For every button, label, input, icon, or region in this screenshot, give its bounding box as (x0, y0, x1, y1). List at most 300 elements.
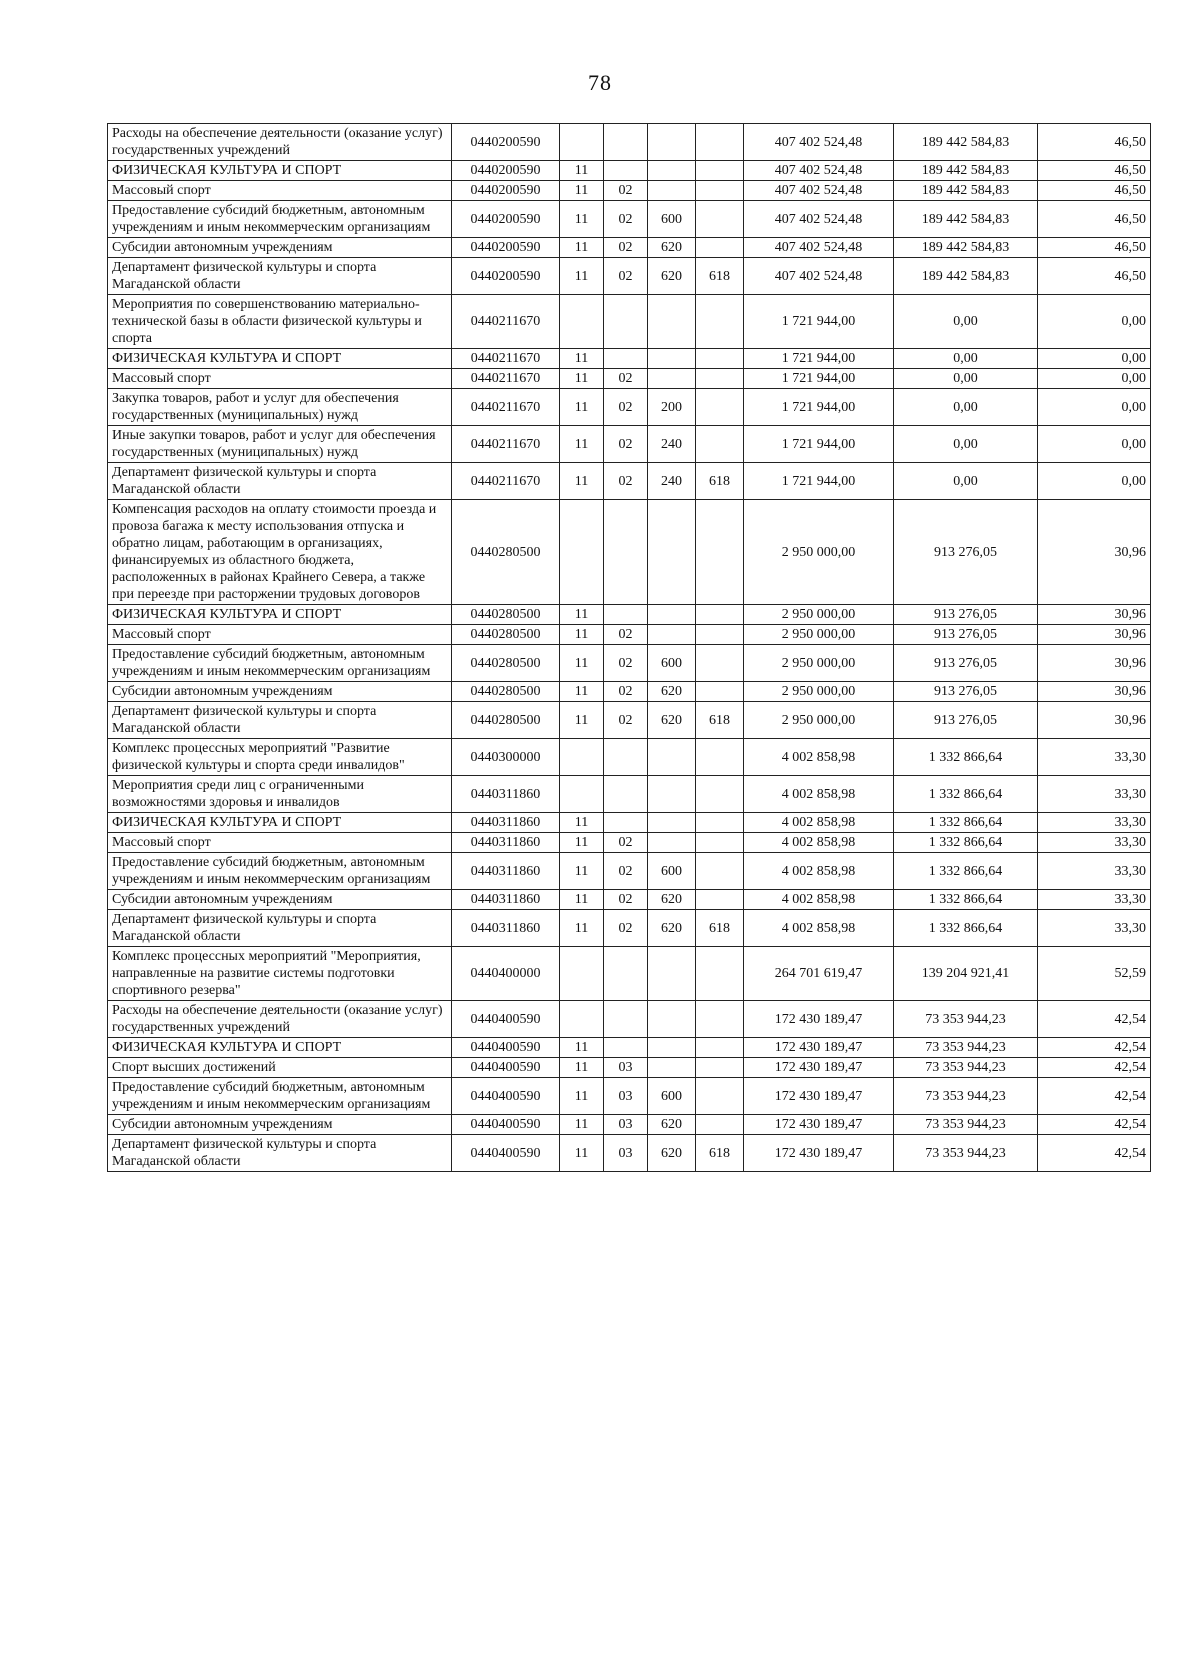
row-name: Мероприятия среди лиц с ограниченными возможностями здоровья и инвалидов (108, 776, 452, 813)
row-planned-amount: 172 430 189,47 (744, 1038, 894, 1058)
table-row (108, 238, 1151, 258)
row-actual-amount: 1 332 866,64 (894, 813, 1038, 833)
row-administrator (696, 645, 744, 682)
row-expense-type (648, 776, 696, 813)
row-administrator (696, 238, 744, 258)
row-name: Департамент физической культуры и спорта Магаданской области (108, 258, 452, 295)
table-row (108, 890, 1151, 910)
row-planned-amount: 4 002 858,98 (744, 776, 894, 813)
row-name: Предоставление субсидий бюджетным, автономным учреждениям и иным некоммерческим организациям (108, 201, 452, 238)
row-target-code: 0440200590 (452, 181, 560, 201)
row-name: Комплекс процессных мероприятий "Развитие физической культуры и спорта среди инвалидов" (108, 739, 452, 776)
row-percent: 33,30 (1038, 813, 1151, 833)
row-percent: 33,30 (1038, 890, 1151, 910)
row-subsection: 02 (604, 369, 648, 389)
row-name: Массовый спорт (108, 833, 452, 853)
row-administrator: 618 (696, 910, 744, 947)
row-actual-amount: 139 204 921,41 (894, 947, 1038, 1001)
row-target-code: 0440280500 (452, 625, 560, 645)
row-percent: 42,54 (1038, 1115, 1151, 1135)
row-actual-amount: 189 442 584,83 (894, 124, 1038, 161)
row-name: Департамент физической культуры и спорта Магаданской области (108, 702, 452, 739)
table-row (108, 349, 1151, 369)
row-percent: 46,50 (1038, 238, 1151, 258)
row-percent: 30,96 (1038, 605, 1151, 625)
row-actual-amount: 913 276,05 (894, 645, 1038, 682)
row-name: Закупка товаров, работ и услуг для обеспечения государственных (муниципальных) нужд (108, 389, 452, 426)
row-target-code: 0440200590 (452, 124, 560, 161)
row-section (560, 124, 604, 161)
row-section (560, 776, 604, 813)
row-subsection (604, 776, 648, 813)
row-target-code: 0440311860 (452, 910, 560, 947)
row-name: Иные закупки товаров, работ и услуг для обеспечения государственных (муниципальных) нужд (108, 426, 452, 463)
row-planned-amount: 2 950 000,00 (744, 682, 894, 702)
row-subsection: 02 (604, 853, 648, 890)
row-section: 11 (560, 389, 604, 426)
row-percent: 52,59 (1038, 947, 1151, 1001)
row-name: Субсидии автономным учреждениям (108, 238, 452, 258)
row-subsection: 03 (604, 1115, 648, 1135)
row-administrator (696, 776, 744, 813)
row-percent: 0,00 (1038, 369, 1151, 389)
row-subsection: 02 (604, 833, 648, 853)
row-name: Мероприятия по совершенствованию материально-технической базы в области физической культуры и спорта (108, 295, 452, 349)
row-planned-amount: 1 721 944,00 (744, 369, 894, 389)
row-expense-type: 200 (648, 389, 696, 426)
row-percent: 33,30 (1038, 853, 1151, 890)
row-actual-amount: 189 442 584,83 (894, 238, 1038, 258)
row-expense-type (648, 124, 696, 161)
row-actual-amount: 73 353 944,23 (894, 1058, 1038, 1078)
row-actual-amount: 73 353 944,23 (894, 1038, 1038, 1058)
row-subsection: 02 (604, 426, 648, 463)
row-subsection (604, 161, 648, 181)
row-section: 11 (560, 258, 604, 295)
row-name: Департамент физической культуры и спорта Магаданской области (108, 1135, 452, 1172)
row-actual-amount: 913 276,05 (894, 625, 1038, 645)
row-section: 11 (560, 645, 604, 682)
row-subsection (604, 124, 648, 161)
table-row (108, 625, 1151, 645)
row-actual-amount: 913 276,05 (894, 500, 1038, 605)
row-percent: 42,54 (1038, 1001, 1151, 1038)
row-section: 11 (560, 833, 604, 853)
table-row (108, 1135, 1151, 1172)
row-planned-amount: 407 402 524,48 (744, 161, 894, 181)
row-administrator (696, 853, 744, 890)
row-name: ФИЗИЧЕСКАЯ КУЛЬТУРА И СПОРТ (108, 605, 452, 625)
row-planned-amount: 407 402 524,48 (744, 124, 894, 161)
row-actual-amount: 913 276,05 (894, 702, 1038, 739)
row-target-code: 0440280500 (452, 702, 560, 739)
row-section: 11 (560, 161, 604, 181)
row-subsection: 02 (604, 910, 648, 947)
row-expense-type: 620 (648, 890, 696, 910)
row-planned-amount: 4 002 858,98 (744, 739, 894, 776)
row-section: 11 (560, 1038, 604, 1058)
row-administrator: 618 (696, 1135, 744, 1172)
row-target-code: 0440211670 (452, 426, 560, 463)
row-target-code: 0440280500 (452, 605, 560, 625)
budget-table (107, 123, 1151, 1172)
table-row (108, 1078, 1151, 1115)
row-target-code: 0440211670 (452, 295, 560, 349)
row-subsection (604, 500, 648, 605)
row-expense-type: 600 (648, 1078, 696, 1115)
row-percent: 42,54 (1038, 1135, 1151, 1172)
row-percent: 33,30 (1038, 833, 1151, 853)
row-actual-amount: 1 332 866,64 (894, 890, 1038, 910)
row-percent: 46,50 (1038, 201, 1151, 238)
row-subsection: 03 (604, 1135, 648, 1172)
row-section (560, 1001, 604, 1038)
page-number: 78 (588, 70, 612, 95)
row-section: 11 (560, 1058, 604, 1078)
row-planned-amount: 2 950 000,00 (744, 500, 894, 605)
row-planned-amount: 4 002 858,98 (744, 853, 894, 890)
row-planned-amount: 407 402 524,48 (744, 258, 894, 295)
row-target-code: 0440280500 (452, 645, 560, 682)
row-target-code: 0440280500 (452, 500, 560, 605)
table-row (108, 605, 1151, 625)
row-expense-type: 620 (648, 682, 696, 702)
table-row (108, 776, 1151, 813)
row-target-code: 0440400590 (452, 1078, 560, 1115)
table-row (108, 258, 1151, 295)
row-administrator: 618 (696, 702, 744, 739)
row-section (560, 947, 604, 1001)
row-actual-amount: 0,00 (894, 349, 1038, 369)
row-percent: 46,50 (1038, 161, 1151, 181)
row-name: ФИЗИЧЕСКАЯ КУЛЬТУРА И СПОРТ (108, 813, 452, 833)
row-actual-amount: 1 332 866,64 (894, 739, 1038, 776)
row-planned-amount: 172 430 189,47 (744, 1058, 894, 1078)
row-subsection: 02 (604, 238, 648, 258)
row-planned-amount: 172 430 189,47 (744, 1001, 894, 1038)
row-planned-amount: 1 721 944,00 (744, 349, 894, 369)
row-subsection (604, 605, 648, 625)
table-row (108, 463, 1151, 500)
row-subsection: 02 (604, 702, 648, 739)
row-subsection (604, 295, 648, 349)
row-expense-type (648, 833, 696, 853)
row-actual-amount: 1 332 866,64 (894, 910, 1038, 947)
row-name: Субсидии автономным учреждениям (108, 682, 452, 702)
row-expense-type (648, 1001, 696, 1038)
row-administrator (696, 1001, 744, 1038)
row-actual-amount: 189 442 584,83 (894, 258, 1038, 295)
row-percent: 0,00 (1038, 295, 1151, 349)
row-name: Субсидии автономным учреждениям (108, 890, 452, 910)
row-percent: 46,50 (1038, 258, 1151, 295)
row-percent: 33,30 (1038, 739, 1151, 776)
row-target-code: 0440400590 (452, 1135, 560, 1172)
row-target-code: 0440400000 (452, 947, 560, 1001)
row-section (560, 739, 604, 776)
row-subsection: 03 (604, 1058, 648, 1078)
row-actual-amount: 73 353 944,23 (894, 1115, 1038, 1135)
row-section: 11 (560, 1135, 604, 1172)
row-administrator (696, 739, 744, 776)
row-planned-amount: 4 002 858,98 (744, 813, 894, 833)
row-section: 11 (560, 1115, 604, 1135)
row-name: ФИЗИЧЕСКАЯ КУЛЬТУРА И СПОРТ (108, 349, 452, 369)
row-subsection: 02 (604, 890, 648, 910)
table-row (108, 295, 1151, 349)
row-expense-type: 620 (648, 258, 696, 295)
row-administrator (696, 426, 744, 463)
row-actual-amount: 189 442 584,83 (894, 181, 1038, 201)
row-target-code: 0440211670 (452, 349, 560, 369)
row-expense-type: 240 (648, 426, 696, 463)
row-subsection (604, 349, 648, 369)
row-section (560, 295, 604, 349)
row-subsection (604, 1038, 648, 1058)
row-planned-amount: 4 002 858,98 (744, 833, 894, 853)
row-target-code: 0440400590 (452, 1115, 560, 1135)
table-row (108, 813, 1151, 833)
row-administrator (696, 813, 744, 833)
row-target-code: 0440311860 (452, 853, 560, 890)
row-subsection: 02 (604, 625, 648, 645)
row-name: Предоставление субсидий бюджетным, автономным учреждениям и иным некоммерческим организациям (108, 1078, 452, 1115)
row-subsection: 02 (604, 682, 648, 702)
row-administrator (696, 349, 744, 369)
row-subsection: 02 (604, 181, 648, 201)
row-administrator (696, 1078, 744, 1115)
row-percent: 0,00 (1038, 389, 1151, 426)
row-name: Спорт высших достижений (108, 1058, 452, 1078)
row-subsection: 03 (604, 1078, 648, 1115)
row-target-code: 0440280500 (452, 682, 560, 702)
row-planned-amount: 1 721 944,00 (744, 463, 894, 500)
row-actual-amount: 189 442 584,83 (894, 201, 1038, 238)
row-section: 11 (560, 702, 604, 739)
row-section: 11 (560, 238, 604, 258)
row-expense-type (648, 813, 696, 833)
row-name: Предоставление субсидий бюджетным, автономным учреждениям и иным некоммерческим организациям (108, 853, 452, 890)
row-subsection: 02 (604, 201, 648, 238)
row-planned-amount: 172 430 189,47 (744, 1135, 894, 1172)
row-administrator (696, 295, 744, 349)
row-subsection: 02 (604, 389, 648, 426)
row-expense-type: 620 (648, 238, 696, 258)
table-row (108, 739, 1151, 776)
row-percent: 33,30 (1038, 910, 1151, 947)
row-percent: 30,96 (1038, 645, 1151, 682)
row-expense-type: 620 (648, 702, 696, 739)
row-target-code: 0440400590 (452, 1058, 560, 1078)
row-target-code: 0440200590 (452, 258, 560, 295)
row-administrator (696, 389, 744, 426)
row-name: ФИЗИЧЕСКАЯ КУЛЬТУРА И СПОРТ (108, 161, 452, 181)
row-name: Комплекс процессных мероприятий "Мероприятия, направленные на развитие системы подготовки спортивного резерва" (108, 947, 452, 1001)
row-target-code: 0440311860 (452, 813, 560, 833)
row-planned-amount: 2 950 000,00 (744, 702, 894, 739)
row-subsection: 02 (604, 645, 648, 682)
row-administrator (696, 605, 744, 625)
row-planned-amount: 2 950 000,00 (744, 625, 894, 645)
row-actual-amount: 73 353 944,23 (894, 1135, 1038, 1172)
row-expense-type (648, 349, 696, 369)
table-row (108, 645, 1151, 682)
row-actual-amount: 913 276,05 (894, 682, 1038, 702)
row-target-code: 0440300000 (452, 739, 560, 776)
row-administrator (696, 161, 744, 181)
table-row (108, 369, 1151, 389)
row-actual-amount: 73 353 944,23 (894, 1001, 1038, 1038)
row-percent: 33,30 (1038, 776, 1151, 813)
row-administrator (696, 201, 744, 238)
row-percent: 46,50 (1038, 181, 1151, 201)
row-name: Предоставление субсидий бюджетным, автономным учреждениям и иным некоммерческим организациям (108, 645, 452, 682)
row-percent: 42,54 (1038, 1038, 1151, 1058)
row-name: Компенсация расходов на оплату стоимости проезда и провоза багажа к месту использования отпуска и обратно лицам, работающим в организациях, финансируемых из областного бюджета, расположенных в районах Крайнего Севера, а также при переезде при расторжении трудовых договоров (108, 500, 452, 605)
row-percent: 0,00 (1038, 463, 1151, 500)
row-target-code: 0440200590 (452, 161, 560, 181)
table-row (108, 161, 1151, 181)
table-row (108, 124, 1151, 161)
row-expense-type: 620 (648, 1135, 696, 1172)
row-section: 11 (560, 426, 604, 463)
row-section: 11 (560, 463, 604, 500)
row-actual-amount: 0,00 (894, 426, 1038, 463)
table-row (108, 853, 1151, 890)
table-row (108, 1058, 1151, 1078)
row-actual-amount: 0,00 (894, 389, 1038, 426)
row-subsection (604, 947, 648, 1001)
row-expense-type: 620 (648, 910, 696, 947)
row-expense-type (648, 1038, 696, 1058)
row-administrator (696, 833, 744, 853)
row-section: 11 (560, 890, 604, 910)
row-name: Массовый спорт (108, 181, 452, 201)
row-target-code: 0440311860 (452, 833, 560, 853)
row-section: 11 (560, 605, 604, 625)
table-row (108, 426, 1151, 463)
row-name: ФИЗИЧЕСКАЯ КУЛЬТУРА И СПОРТ (108, 1038, 452, 1058)
row-percent: 30,96 (1038, 682, 1151, 702)
row-name: Массовый спорт (108, 625, 452, 645)
row-section: 11 (560, 1078, 604, 1115)
row-name: Департамент физической культуры и спорта Магаданской области (108, 910, 452, 947)
row-expense-type (648, 625, 696, 645)
row-expense-type: 600 (648, 645, 696, 682)
row-actual-amount: 73 353 944,23 (894, 1078, 1038, 1115)
row-percent: 30,96 (1038, 500, 1151, 605)
table-row (108, 181, 1151, 201)
row-planned-amount: 1 721 944,00 (744, 389, 894, 426)
row-administrator (696, 625, 744, 645)
row-planned-amount: 407 402 524,48 (744, 201, 894, 238)
row-expense-type (648, 1058, 696, 1078)
row-administrator (696, 124, 744, 161)
row-section (560, 500, 604, 605)
row-target-code: 0440400590 (452, 1038, 560, 1058)
row-expense-type (648, 947, 696, 1001)
row-actual-amount: 1 332 866,64 (894, 833, 1038, 853)
row-section: 11 (560, 369, 604, 389)
row-planned-amount: 2 950 000,00 (744, 605, 894, 625)
table-row (108, 702, 1151, 739)
row-planned-amount: 2 950 000,00 (744, 645, 894, 682)
row-expense-type: 620 (648, 1115, 696, 1135)
row-expense-type (648, 605, 696, 625)
row-expense-type (648, 181, 696, 201)
row-target-code: 0440211670 (452, 463, 560, 500)
row-administrator: 618 (696, 258, 744, 295)
row-administrator (696, 1115, 744, 1135)
row-target-code: 0440400590 (452, 1001, 560, 1038)
row-actual-amount: 0,00 (894, 463, 1038, 500)
row-name: Субсидии автономным учреждениям (108, 1115, 452, 1135)
row-expense-type (648, 369, 696, 389)
row-subsection: 02 (604, 258, 648, 295)
row-expense-type (648, 161, 696, 181)
row-percent: 30,96 (1038, 702, 1151, 739)
row-expense-type (648, 295, 696, 349)
row-name: Расходы на обеспечение деятельности (оказание услуг) государственных учреждений (108, 124, 452, 161)
table-row (108, 682, 1151, 702)
row-planned-amount: 407 402 524,48 (744, 181, 894, 201)
row-name: Расходы на обеспечение деятельности (оказание услуг) государственных учреждений (108, 1001, 452, 1038)
row-target-code: 0440200590 (452, 238, 560, 258)
row-actual-amount: 1 332 866,64 (894, 853, 1038, 890)
row-planned-amount: 1 721 944,00 (744, 295, 894, 349)
table-row (108, 1001, 1151, 1038)
row-actual-amount: 0,00 (894, 369, 1038, 389)
row-name: Департамент физической культуры и спорта Магаданской области (108, 463, 452, 500)
row-percent: 0,00 (1038, 426, 1151, 463)
row-expense-type: 240 (648, 463, 696, 500)
row-subsection: 02 (604, 463, 648, 500)
table-row (108, 1115, 1151, 1135)
row-planned-amount: 264 701 619,47 (744, 947, 894, 1001)
row-target-code: 0440311860 (452, 776, 560, 813)
row-administrator (696, 369, 744, 389)
row-administrator (696, 500, 744, 605)
table-row (108, 947, 1151, 1001)
row-subsection (604, 739, 648, 776)
row-administrator (696, 947, 744, 1001)
budget-table-body (108, 124, 1151, 1172)
row-planned-amount: 172 430 189,47 (744, 1115, 894, 1135)
row-administrator (696, 181, 744, 201)
row-administrator (696, 1038, 744, 1058)
row-administrator (696, 890, 744, 910)
row-actual-amount: 913 276,05 (894, 605, 1038, 625)
row-section: 11 (560, 853, 604, 890)
row-planned-amount: 4 002 858,98 (744, 890, 894, 910)
row-percent: 42,54 (1038, 1078, 1151, 1115)
row-expense-type (648, 739, 696, 776)
row-expense-type: 600 (648, 853, 696, 890)
row-percent: 46,50 (1038, 124, 1151, 161)
row-target-code: 0440200590 (452, 201, 560, 238)
row-target-code: 0440311860 (452, 890, 560, 910)
row-planned-amount: 1 721 944,00 (744, 426, 894, 463)
row-section: 11 (560, 682, 604, 702)
row-section: 11 (560, 181, 604, 201)
row-planned-amount: 172 430 189,47 (744, 1078, 894, 1115)
row-section: 11 (560, 349, 604, 369)
row-target-code: 0440211670 (452, 389, 560, 426)
row-planned-amount: 4 002 858,98 (744, 910, 894, 947)
row-percent: 42,54 (1038, 1058, 1151, 1078)
row-percent: 0,00 (1038, 349, 1151, 369)
row-target-code: 0440211670 (452, 369, 560, 389)
